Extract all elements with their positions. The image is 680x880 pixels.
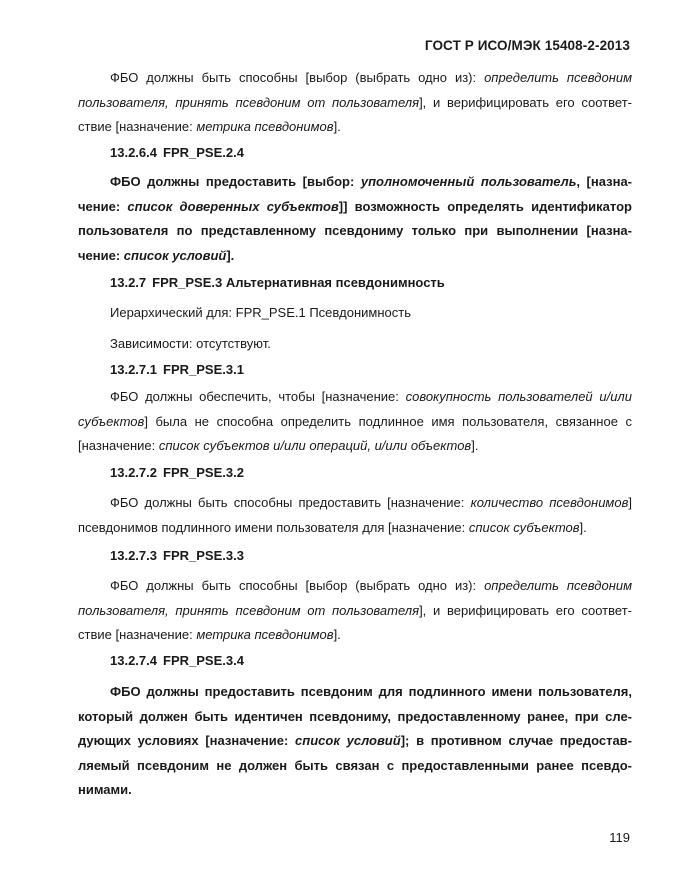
text: ]. xyxy=(579,519,587,535)
text: ] была не способна определить подлинное имя пользователя, связанное с [назначение: xyxy=(78,413,632,453)
text-italic: список субъектов xyxy=(468,519,580,535)
text: ]. xyxy=(333,119,341,134)
heading-code: FPR_PSE.3.2 xyxy=(163,465,244,480)
text-italic: определить псевдоним пользователя, принять псевдоним от пользователя xyxy=(78,578,632,618)
text: ]. xyxy=(471,438,479,453)
heading-number: 13.2.7.4 xyxy=(110,653,157,668)
text: ФБО должны быть способны [выбор (выбрать одно из): xyxy=(110,578,485,593)
section-heading-13-2-7-2 xyxy=(110,465,244,480)
text-italic: определить псевдоним пользователя, принять псевдоним от пользователя xyxy=(78,70,632,110)
text: ], и верифицировать его соответ-ствие [назначение: xyxy=(78,602,632,642)
page-number: 119 xyxy=(609,830,630,845)
text: ], и верифицировать его соответ-ствие [назначение: xyxy=(78,94,632,134)
text: ФБО должны обеспечить, чтобы [назначение: xyxy=(110,389,406,404)
heading-number: 13.2.7.1 xyxy=(110,362,157,377)
paragraph-pse-3-2 xyxy=(78,491,632,540)
paragraph-pse-2-3 xyxy=(78,66,632,140)
text-italic: список условий xyxy=(295,733,401,748)
paragraph-pse-3-3 xyxy=(78,574,632,648)
heading-number: 13.2.6.4 xyxy=(110,145,157,160)
heading-title: Альтернативная псевдонимность xyxy=(225,275,445,290)
text-italic: количество псевдонимов xyxy=(470,495,629,510)
text-italic: метрика псевдонимов xyxy=(196,119,334,134)
paragraph-pse-3-4 xyxy=(78,680,632,803)
section-heading-13-2-6-4 xyxy=(110,145,244,160)
text: , [назна-чение: xyxy=(78,174,633,214)
section-heading-13-2-7-4 xyxy=(110,653,244,668)
dependencies-line: Зависимости: отсутствуют. xyxy=(110,336,271,351)
paragraph-pse-3-1 xyxy=(78,385,632,459)
text: ]. xyxy=(333,627,341,642)
text: ]. xyxy=(226,247,235,263)
text-italic: список условий xyxy=(123,247,227,263)
heading-number: 13.2.7.2 xyxy=(110,465,157,480)
page-header: ГОСТ Р ИСО/МЭК 15408-2-2013 xyxy=(424,38,630,53)
text: ]; в противном случае предостав-ляемый псевдоним не должен быть связан с предоставленными ранее псевдо-нимами. xyxy=(78,733,632,797)
heading-code: FPR_PSE.2.4 xyxy=(163,145,244,160)
text-italic: список доверенных субъектов xyxy=(127,198,339,214)
text: ]] возможность определять идентификатор пользователя по представленному псевдониму только при выполнении [назна-чение: xyxy=(78,198,632,263)
text-italic: уполномоченный пользователь xyxy=(360,174,577,189)
text-italic: совокупность пользователей и/или субъектов xyxy=(78,389,632,429)
section-heading-13-2-7-1 xyxy=(110,362,244,377)
hierarchical-line: Иерархический для: FPR_PSE.1 Псевдонимность xyxy=(110,305,411,320)
heading-number: 13.2.7.3 xyxy=(110,548,157,563)
paragraph-pse-2-4 xyxy=(78,170,632,268)
heading-code: FPR_PSE.3.4 xyxy=(163,653,244,668)
text-italic: список субъектов и/или операций, и/или объектов xyxy=(158,438,472,453)
heading-code: FPR_PSE.3 xyxy=(152,275,223,290)
heading-code: FPR_PSE.3.1 xyxy=(163,362,244,377)
text: ФБО должны предоставить псевдоним для подлинного имени пользователя, который должен быть идентичен псевдониму, предоставленному ранее, при сле-дующих условиях [назначение: xyxy=(78,684,632,748)
text: ФБО должны быть способны [выбор (выбрать одно из): xyxy=(110,70,485,85)
text-italic: метрика псевдонимов xyxy=(196,627,334,642)
text: ] псевдонимов подлинного имени пользователя для [назначение: xyxy=(78,495,632,535)
heading-number: 13.2.7 xyxy=(110,275,147,290)
section-heading-13-2-7-3 xyxy=(110,548,244,563)
text: ФБО должны быть способны предоставить [назначение: xyxy=(110,495,471,510)
section-heading-13-2-7 xyxy=(110,275,445,290)
heading-code: FPR_PSE.3.3 xyxy=(163,548,244,563)
text: ФБО должны предоставить [выбор: xyxy=(110,174,361,189)
